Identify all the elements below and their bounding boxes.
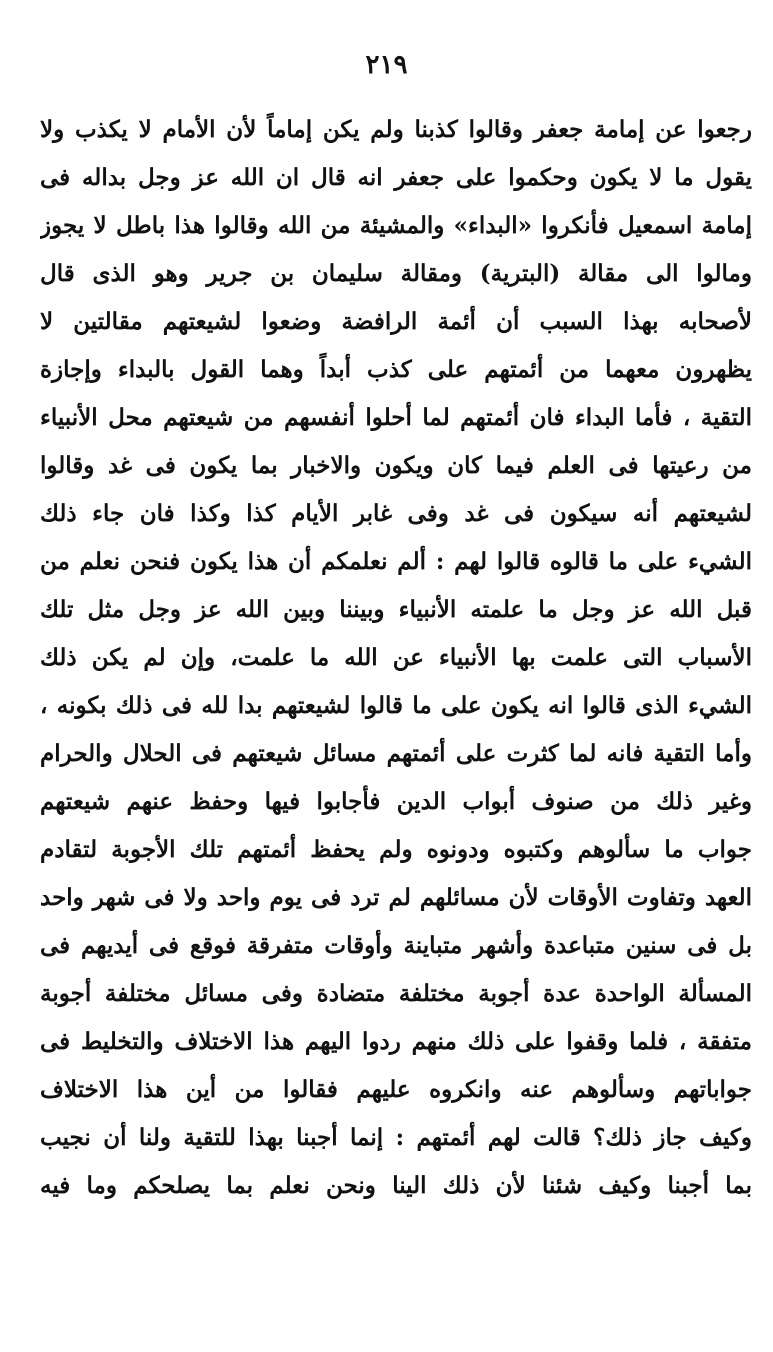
- text-line: وأما التقية فانه لما كثرت على أئمتهم مسائل شيعتهم فى الحلال والحرام: [40, 740, 752, 767]
- text-line: لأصحابه بهذا السبب أن أئمة الرافضة وضعوا لشيعتهم مقالتين لا: [40, 308, 752, 335]
- text-line: الشيء على ما قالوه قالوا لهم : ألم نعلمكم أن هذا يكون فنحن نعلم من: [40, 548, 752, 575]
- text-line: قبل الله عز وجل ما علمته الأنبياء وبيننا وبين الله عز وجل مثل تلك: [40, 596, 752, 623]
- text-line: الأسباب التى علمت بها الأنبياء عن الله ما علمت، وإن لم يكن ذلك: [40, 644, 752, 671]
- text-line: وغير ذلك من صنوف أبواب الدين فأجابوا فيها وحفظ عنهم شيعتهم: [40, 788, 752, 815]
- text-line: بل فى سنين متباعدة وأشهر متباينة وأوقات متفرقة فوقع فى أيديهم فى: [40, 932, 752, 959]
- text-line: من رعيتها فى العلم فيما كان ويكون والاخبار بما يكون فى غد وقالوا: [40, 452, 752, 479]
- text-line: لشيعتهم أنه سيكون فى غد وفى غابر الأيام كذا وكذا فان جاء ذلك: [40, 500, 752, 527]
- text-line: العهد وتفاوت الأوقات لأن مسائلهم لم ترد فى يوم واحد ولا فى شهر واحد: [40, 884, 752, 911]
- text-line: جواباتهم وسألوهم عنه وانكروه عليهم فقالوا من أين هذا الاختلاف: [40, 1076, 752, 1103]
- text-line: ومالوا الى مقالة (البترية) ومقالة سليمان بن جرير وهو الذى قال: [40, 260, 752, 287]
- text-line: المسألة الواحدة عدة أجوبة مختلفة متضادة وفى مسائل مختلفة أجوبة: [40, 980, 752, 1007]
- text-line: الشيء الذى قالوا انه يكون على ما قالوا لشيعتهم بدا لله فى ذلك بكونه ،: [40, 692, 752, 719]
- page-number: ٢١٩: [365, 50, 408, 80]
- body-text: [40, 106, 752, 1210]
- text-line: رجعوا عن إمامة جعفر وقالوا كذبنا ولم يكن إماماً لأن الأمام لا يكذب ولا: [40, 116, 752, 143]
- text-line: يظهرون معهما من أئمتهم على كذب أبداً وهما القول بالبداء وإجازة: [40, 356, 752, 383]
- text-line: إمامة اسمعيل فأنكروا «البداء» والمشيئة من الله وقالوا هذا باطل لا يجوز: [40, 212, 752, 239]
- text-line: التقية ، فأما البداء فان أئمتهم لما أحلوا أنفسهم من شيعتهم محل الأنبياء: [40, 404, 752, 431]
- text-line: يقول ما لا يكون وحكموا على جعفر انه قال ان الله عز وجل بداله فى: [40, 164, 752, 191]
- text-line: بما أجبنا وكيف شئنا لأن ذلك الينا ونحن نعلم بما يصلحكم وما فيه: [40, 1172, 752, 1199]
- text-line: جواب ما سألوهم وكتبوه ودونوه ولم يحفظ أئمتهم تلك الأجوبة لتقادم: [40, 836, 752, 863]
- text-line: وكيف جاز ذلك؟ قالت لهم أئمتهم : إنما أجبنا بهذا للتقية ولنا أن نجيب: [40, 1124, 752, 1151]
- text-line: متفقة ، فلما وقفوا على ذلك منهم ردوا اليهم هذا الاختلاف والتخليط فى: [40, 1028, 752, 1055]
